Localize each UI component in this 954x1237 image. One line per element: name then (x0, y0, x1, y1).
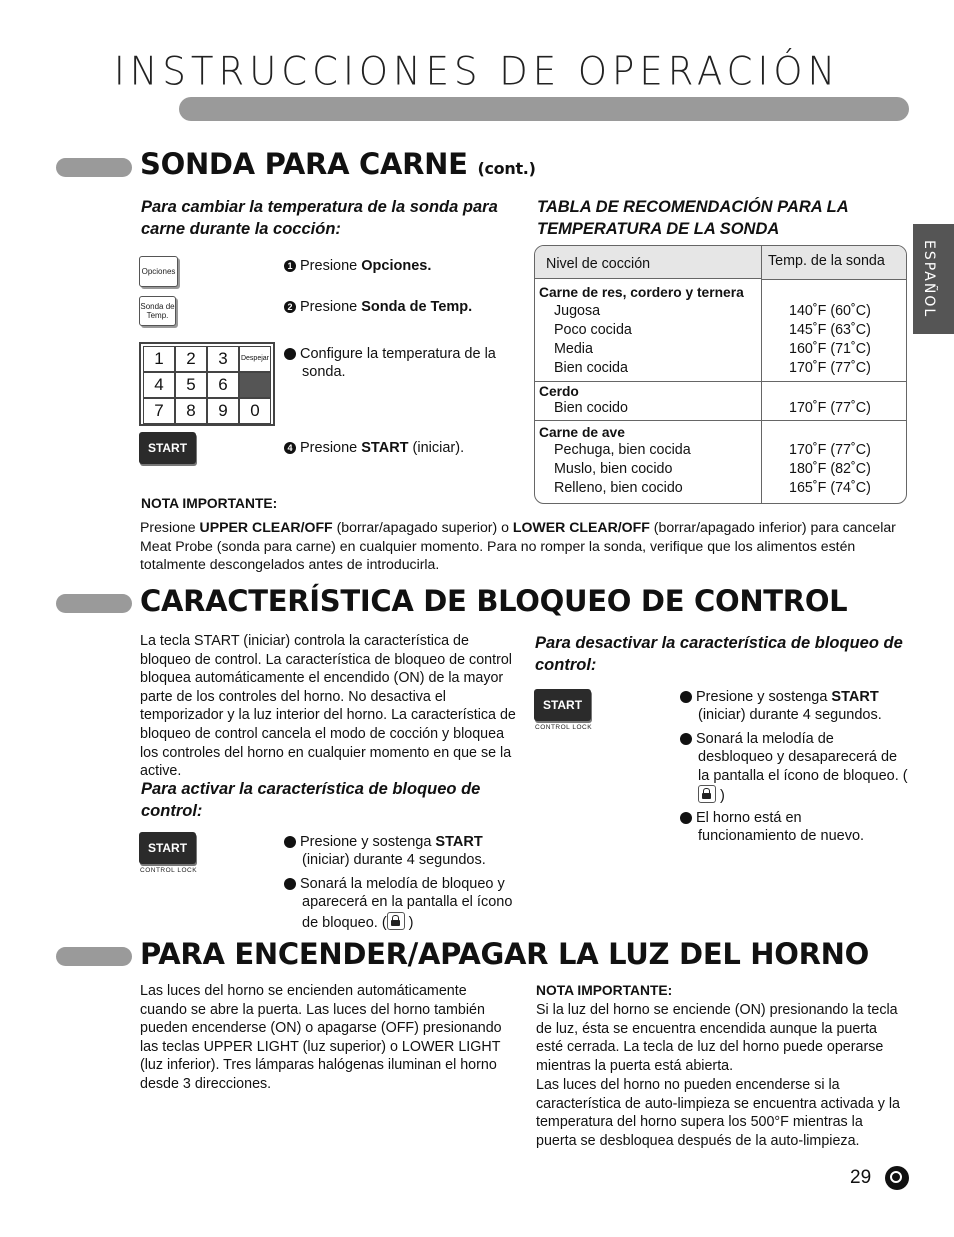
table-header-level: Nivel de cocción (535, 246, 761, 279)
step-number: 2 (284, 301, 296, 313)
step-text-post: (iniciar) durante 4 segundos. (302, 852, 486, 869)
keypad-blank (239, 372, 271, 398)
step-text: Presione (300, 440, 362, 456)
control-lock-label: CONTROL LOCK (535, 724, 593, 731)
key-9[interactable]: 9 (207, 398, 239, 424)
table-cell-level: Bien cocida (554, 360, 628, 376)
page-title: INSTRUCCIONES DE OPERACIÓN (113, 48, 841, 95)
step-text-post: (iniciar). (408, 440, 465, 456)
key-8[interactable]: 8 (175, 398, 207, 424)
section-pill (56, 947, 132, 966)
table-cell-temp: 160˚F (71˚C) (789, 341, 871, 357)
note-text-2: (borrar/apagado superior) o (332, 519, 513, 535)
table-cell-temp: 145˚F (63˚C) (789, 322, 871, 338)
key-4[interactable]: 4 (143, 372, 175, 398)
probe-temp-line2: Temp. (146, 311, 169, 320)
table-cell-level: Jugosa (554, 303, 601, 319)
table-group-name: Carne de res, cordero y ternera (539, 285, 744, 300)
table-cell-level: Poco cocida (554, 322, 632, 338)
key-1[interactable]: 1 (143, 346, 175, 372)
start-control-lock-button[interactable]: START (139, 832, 196, 864)
note-bold-2: LOWER CLEAR/OFF (512, 519, 650, 535)
table-cell-temp: 180˚F (82˚C) (789, 461, 871, 477)
table-cell-temp: 170˚F (77˚C) (789, 400, 871, 416)
step-number: 3 (284, 348, 296, 360)
lock-icon (698, 785, 716, 803)
table-cell-level: Muslo, bien cocido (554, 461, 673, 477)
table-group-name: Cerdo (539, 384, 579, 399)
step-text: Presione y sostenga (300, 834, 436, 850)
step-number: 3 (680, 812, 692, 824)
probe-table-subhead: TABLA DE RECOMENDACIÓN PARA LA TEMPERATURA DE LA SONDA (537, 198, 849, 238)
section-title-text: SONDA PARA CARNE (140, 147, 468, 181)
deactivate-step-2 (674, 730, 910, 806)
control-lock-label: CONTROL LOCK (140, 867, 198, 874)
keypad (139, 342, 275, 426)
key-0[interactable]: 0 (239, 398, 271, 424)
title-bar (179, 97, 909, 121)
language-tab (913, 224, 954, 334)
step-text: Presione (300, 299, 362, 315)
start-control-lock-button[interactable]: START (534, 689, 591, 721)
step-number: 2 (284, 878, 296, 890)
table-column-divider (761, 246, 762, 503)
step-bold: START (435, 834, 483, 850)
step-bold: Opciones. (361, 258, 432, 274)
note-bold-1: UPPER CLEAR/OFF (199, 519, 333, 535)
start-button[interactable]: START (139, 432, 196, 464)
oven-light-note-1: Si la luz del horno se enciende (ON) presionando la tecla de luz, ésta se encuentra encendida aunque la puerta esté cerrada. La tecla de luz del horno puede operarse mientras la puerta está abierta. (536, 1002, 898, 1074)
control-lock-intro: La tecla START (iniciar) controla la característica de bloqueo de control. La característica de bloqueo de control bloquea automáticamente el encendido (ON) de la mayor parte de los controles del horno. No desactiva el temporizador y la luz interior del horno. La característica de bloqueo de control cancela el modo de cocción y bloquea los controles del horno en cualquier momento en que se la active. (140, 633, 516, 780)
probe-temp-table (534, 245, 907, 504)
key-3[interactable]: 3 (207, 346, 239, 372)
step-text: Presione y sostenga (696, 689, 832, 705)
note-text-3: (borrar/apagado inferior) para cancelar Meat Probe (sonda para carne) en cualquier momento. Para no romper la sonda, verifique que los alimentos estén totalmente descongelados antes de introducirla. (140, 519, 896, 573)
note-title: NOTA IMPORTANTE: (141, 496, 278, 511)
page-number: 29 (850, 1167, 872, 1188)
key-5[interactable]: 5 (175, 372, 207, 398)
activate-step-2 (278, 875, 516, 932)
step-number: 4 (284, 442, 296, 454)
table-cell-level: Bien cocido (554, 400, 628, 416)
note-text (140, 518, 900, 574)
step-text-post: (iniciar) durante 4 segundos. (698, 707, 882, 724)
step-text: El horno está en funcionamiento de nuevo. (696, 810, 865, 845)
step-text: Sonará la melodía de desbloqueo y desaparecerá de la pantalla el ícono de bloqueo. ( (696, 731, 908, 784)
table-group-name: Carne de ave (539, 425, 625, 440)
step-text: Configure la temperatura de la sonda. (300, 346, 496, 381)
table-cell-temp: 165˚F (74˚C) (789, 480, 871, 496)
step-text: Sonará la melodía de bloqueo y aparecerá en la pantalla el ícono de bloqueo. ( (300, 876, 513, 931)
step-bold: Sonda de Temp. (361, 299, 473, 315)
step-bold: START (361, 440, 409, 456)
lg-logo-icon (885, 1166, 909, 1190)
oven-light-text: Las luces del horno se encienden automáticamente cuando se abre la puerta. Las luces del horno también pueden encenderse (ON) o apagarse (OFF) presionando las teclas UPPER LIGHT (luz superior) o LOWER LIGHT (luz inferior). Tres lámparas halógenas iluminan el horno desde 3 direcciones. (140, 983, 502, 1092)
key-2[interactable]: 2 (175, 346, 207, 372)
table-cell-level: Pechuga, bien cocida (554, 442, 691, 458)
step-number: 2 (680, 733, 692, 745)
table-cell-level: Relleno, bien cocido (554, 480, 683, 496)
step-text: Presione (300, 258, 362, 274)
activate-subhead: Para activar la característica de bloqueo de control: (141, 780, 481, 820)
step-number: 1 (680, 691, 692, 703)
section-title-meat-probe (140, 147, 536, 181)
probe-step-2 (284, 298, 509, 316)
options-button[interactable]: Opciones (139, 256, 178, 287)
probe-step-4 (284, 439, 509, 457)
probe-change-subhead: Para cambiar la temperatura de la sonda para carne durante la cocción: (141, 198, 498, 238)
table-cell-temp: 140˚F (60˚C) (789, 303, 871, 319)
key-6[interactable]: 6 (207, 372, 239, 398)
table-row-divider (535, 420, 906, 421)
step-text-post: ) (716, 788, 725, 805)
oven-light-note-title: NOTA IMPORTANTE: (536, 983, 673, 998)
language-tab-label: ESPAÑOL (921, 240, 937, 319)
step-number: 1 (284, 836, 296, 848)
section-pill (56, 594, 132, 613)
oven-light-note-2: Las luces del horno no pueden encenderse si la característica de auto-limpieza se encuentra activada y la temperatura del horno supera los 500°F mientras la puerta se desbloquea después de la auto-limpieza. (536, 1077, 900, 1149)
step-text-post: ) (404, 914, 414, 931)
table-cell-temp: 170˚F (77˚C) (789, 442, 871, 458)
deactivate-step-3 (674, 809, 880, 846)
section-title-suffix: (cont.) (477, 159, 536, 178)
deactivate-step-1 (674, 688, 910, 725)
activate-step-1 (278, 833, 514, 870)
step-number: 1 (284, 260, 296, 272)
lock-icon (387, 912, 405, 930)
section-title-control-lock: CARACTERÍSTICA DE BLOQUEO DE CONTROL (140, 584, 848, 618)
table-cell-level: Media (554, 341, 593, 357)
probe-step-1 (284, 257, 509, 275)
table-cell-temp: 170˚F (77˚C) (789, 360, 871, 376)
section-pill (56, 158, 132, 177)
clear-key[interactable]: Despejar (239, 346, 271, 372)
probe-temp-line1: Sonda de (140, 302, 175, 311)
table-row-divider (535, 381, 906, 382)
table-header-temp: Temp. de la sonda (761, 246, 906, 280)
deactivate-subhead: Para desactivar la característica de bloqueo de control: (535, 634, 903, 674)
step-bold: START (831, 689, 879, 705)
probe-step-3 (278, 345, 509, 382)
section-title-oven-light: PARA ENCENDER/APAGAR LA LUZ DEL HORNO (140, 937, 869, 971)
key-7[interactable]: 7 (143, 398, 175, 424)
probe-temp-button[interactable] (139, 296, 176, 326)
note-text-1: Presione (140, 519, 200, 535)
